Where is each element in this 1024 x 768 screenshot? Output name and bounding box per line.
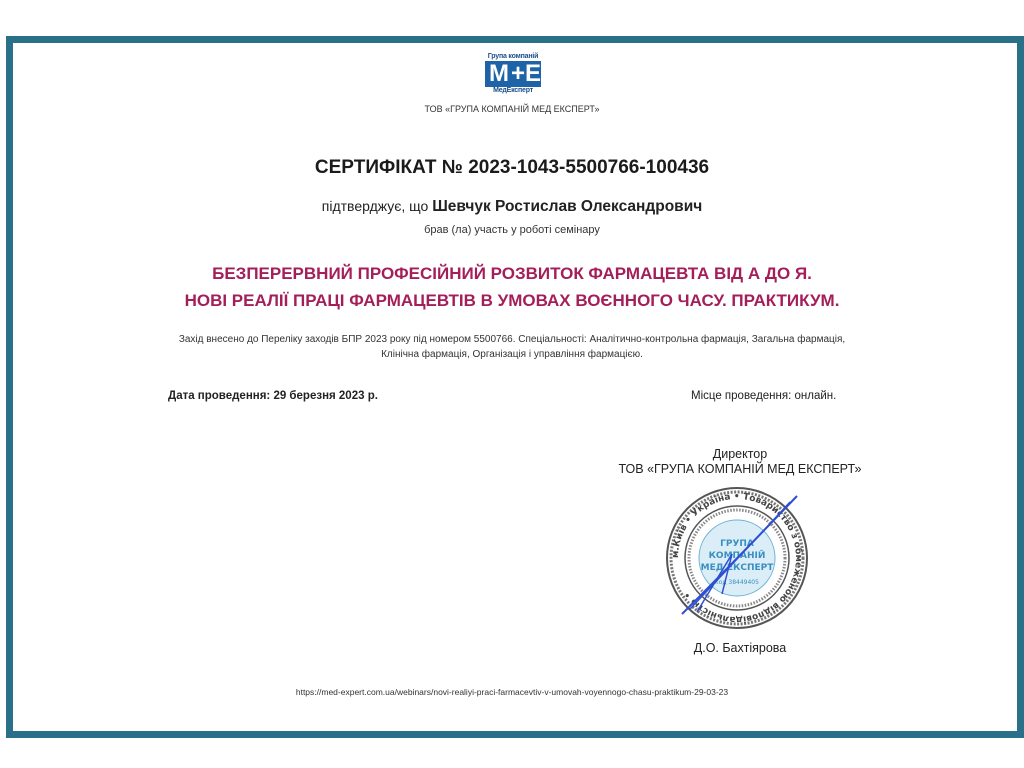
logo-top-text: Група компаній — [487, 53, 539, 60]
seminar-title-line2: НОВІ РЕАЛІЇ ПРАЦІ ФАРМАЦЕВТІВ В УМОВАХ ВОЄННОГО ЧАСУ. ПРАКТИКУМ. — [184, 291, 840, 310]
participation-text: брав (ла) участь у роботі семінару — [424, 224, 600, 236]
event-date: Дата проведення: 29 березня 2023 р. — [168, 390, 378, 402]
confirmation-line — [0, 198, 1024, 216]
svg-text:КОМПАНІЙ: КОМПАНІЙ — [708, 551, 766, 561]
source-url: https://med-expert.com.ua/webinars/novi-realiyi-praci-farmacevtiv-v-umovah-voyennogo-chasu-praktikum-29-03-23 — [295, 687, 729, 697]
logo-mark-icon: M +E — [485, 61, 541, 87]
logo-bottom-text: МедЕксперт — [493, 87, 533, 94]
svg-text:м.Київ • Україна • Товариство: м.Київ • Україна • Товариство з обмеженою відповідальністю • — [670, 491, 804, 625]
stamp-icon — [662, 484, 812, 634]
registry-note-line2: Клінічна фармація, Організація і управління фармацією. — [381, 349, 643, 360]
certificate-title: СЕРТИФІКАТ № 2023-1043-5500766-100436 — [314, 157, 710, 178]
organization-header: ТОВ «ГРУПА КОМПАНІЙ МЕД ЕКСПЕРТ» — [424, 104, 600, 114]
registry-note — [0, 332, 1024, 362]
recipient-name: Шевчук Ростислав Олександрович — [432, 198, 703, 215]
director-block — [600, 447, 880, 477]
seminar-title — [0, 260, 1024, 314]
svg-text:МЕД ЕКСПЕРТ: МЕД ЕКСПЕРТ — [700, 563, 774, 573]
confirm-prefix: підтверджує, що — [321, 198, 429, 214]
signer-name: Д.О. Бахтіярова — [693, 641, 787, 655]
seminar-title-line1: БЕЗПЕРЕРВНИЙ ПРОФЕСІЙНИЙ РОЗВИТОК ФАРМАЦЕВТА ВІД А ДО Я. — [212, 264, 812, 283]
company-logo — [484, 53, 542, 97]
svg-text:код 38449405: код 38449405 — [715, 579, 759, 586]
director-position: Директор — [712, 447, 768, 461]
certificate-border — [6, 36, 1024, 738]
registry-note-line1: Захід внесено до Переліку заходів БПР 2023 року під номером 5500766. Спеціальності: Аналітично-контрольна фармація, Загальна фармація, — [178, 334, 846, 345]
director-organization: ТОВ «ГРУПА КОМПАНІЙ МЕД ЕКСПЕРТ» — [618, 462, 862, 476]
svg-text:ГРУПА: ГРУПА — [720, 539, 754, 549]
event-place: Місце проведення: онлайн. — [691, 390, 837, 402]
